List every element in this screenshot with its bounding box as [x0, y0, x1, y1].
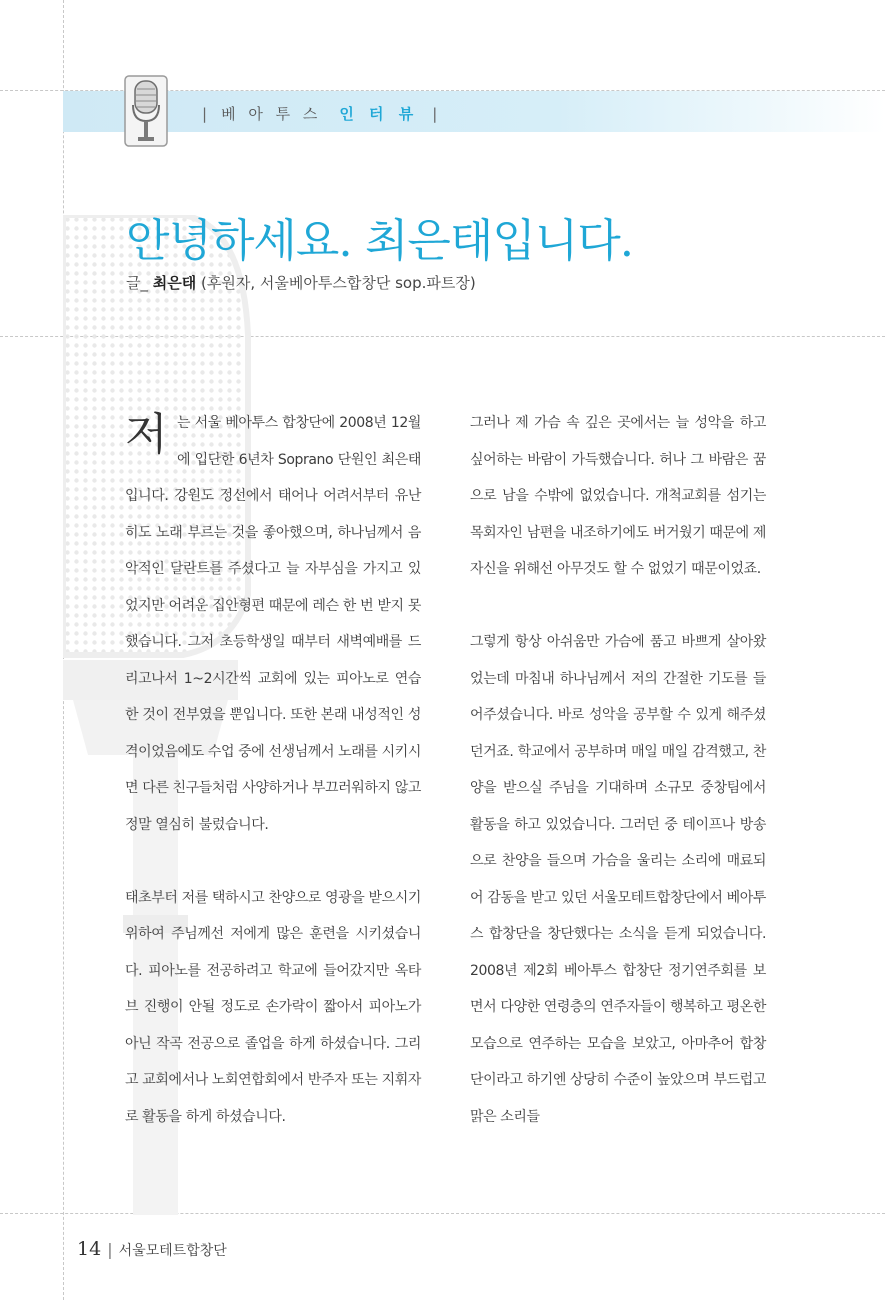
publication-name: 서울모테트합창단: [118, 1243, 227, 1259]
article-column-right: [470, 405, 766, 1135]
paragraph-text: 는 서울 베아투스 합창단에 2008년 12월에 입단한 6년차 Soprano 단원인 최은태입니다. 강원도 정선에서 태어나 어려서부터 유난히도 노래 부르는 것을 좋아했으며, 하나님께서 음악적인 달란트를 주셨다고 늘 자부심을 가지고 있었지만 어려운 집안형편 때문에 레슨 한 번 받지 못했습니다. 그저 초등학생일 때부터 새벽예배를 드리고나서 1~2시간씩 교회에 있는 피아노로 연습한 것이 전부였을 뿐입니다. 또한 본래 내성적인 성격이었음에도 수업 중에 선생님께서 노래를 시키시면 다른 친구들처럼 사양하거나 부끄러워하지 않고 정말 열심히 불렀습니다.: [125, 415, 421, 833]
paragraph: 태초부터 저를 택하시고 찬양으로 영광을 받으시기 위하여 주님께선 저에게 많은 훈련을 시키셨습니다. 피아노를 전공하려고 학교에 들어갔지만 옥타브 진행이 안될 정도로 손가락이 짧아서 피아노가 아닌 작곡 전공으로 졸업을 하게 하셨습니다. 그리고 교회에서나 노회연합회에서 반주자 또는 지휘자로 활동을 하게 하셨습니다.: [125, 889, 421, 1125]
paragraph: 그렇게 항상 아쉬움만 가슴에 품고 바쁘게 살아왔었는데 마침내 하나님께서 저의 간절한 기도를 들어주셨습니다. 바로 성악을 공부할 수 있게 해주셨던거죠. 학교에서 공부하며 매일 매일 감격했고, 찬양을 받으실 주님을 기대하며 소규모 중창팀에서 활동을 하고 있었습니다. 그러던 중 테이프나 방송으로 찬양을 들으며 가슴을 울리는 소리에 매료되어 감동을 받고 있던 서울모테트합창단에서 베아투스 합창단을 창단했다는 소식을 듣게 되었습니다. 2008년 제2회 베아투스 합창단 정기연주회를 보면서 다양한 연령층의 연주자들이 행복하고 평온한 모습으로 연주하는 모습을 보았고, 아마추어 합창단이라고 하기엔 상당히 수준이 높았으며 부드럽고 맑은 소리들: [470, 634, 766, 1125]
article-column-left: [125, 405, 421, 1135]
section-highlight: 인 터 뷰: [339, 105, 419, 123]
microphone-icon: [124, 75, 168, 147]
footer-separator: |: [107, 1240, 113, 1259]
page-footer: [77, 1238, 227, 1260]
paragraph: 그러나 제 가슴 속 깊은 곳에서는 늘 성악을 하고 싶어하는 바람이 가득했습니다. 허나 그 바람은 꿈으로 남을 수밖에 없었습니다. 개척교회를 섬기는 목회자인 남편을 내조하기에도 버거웠기 때문에 제 자신을 위해선 아무것도 할 수 없었기 때문이었죠.: [470, 415, 766, 577]
paragraph: [125, 405, 421, 843]
section-header-band: [63, 91, 885, 132]
byline: [126, 272, 476, 293]
section-name: 베 아 투 스: [221, 105, 322, 123]
article-title: 안녕하세요. 최은태입니다.: [126, 214, 634, 267]
author-role: (후원자, 서울베아투스합창단 sop.파트장): [201, 274, 476, 292]
author-name: 최은태: [152, 274, 197, 292]
page-number: 14: [77, 1238, 102, 1260]
byline-prefix: 글_: [126, 274, 148, 292]
drop-cap: 저: [125, 409, 168, 460]
section-label: | 베 아 투 스 인 터 뷰 |: [202, 105, 438, 123]
